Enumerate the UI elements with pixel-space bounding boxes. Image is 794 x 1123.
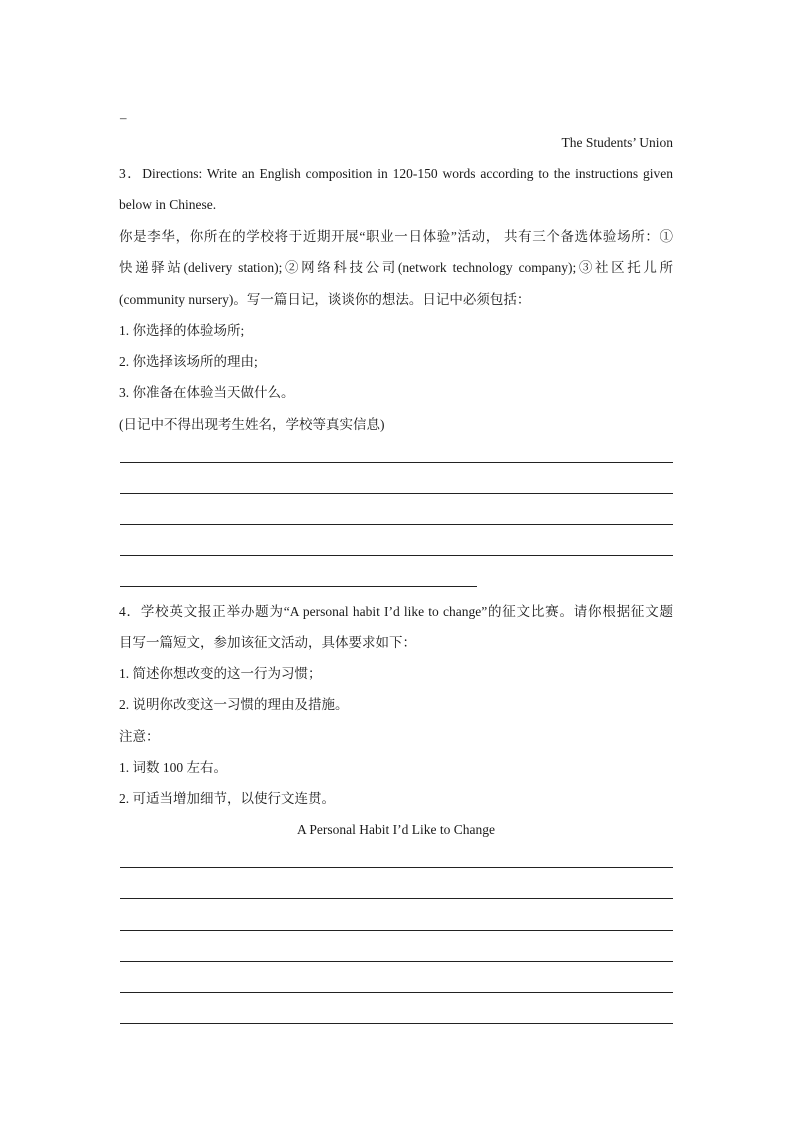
q4-item-1: 1. 简述你想改变的这一行为习惯； [119,666,322,681]
q3-directions-line2: below in Chinese. [119,197,217,212]
q3-cn-line2: 快递驿站(delivery station);②网络科技公司(network technology company);③社区托儿所 [119,260,673,275]
q3-item-1: 1. 你选择的体验场所; [119,323,245,338]
q3-note: (日记中不得出现考生姓名，学校等真实信息) [119,417,385,432]
q3-cn-line3: (community nursery)。写一篇日记，谈谈你的想法。日记中必须包括： [119,292,531,307]
q4-line2: 目写一篇短文，参加该征文活动，具体要求如下： [119,635,416,650]
writing-line [120,992,673,993]
writing-line [120,898,673,899]
top-dash: – [120,110,127,125]
writing-line [120,462,673,463]
essay-title: A Personal Habit I’d Like to Change [297,822,495,837]
q3-item-3: 3. 你准备在体验当天做什么。 [119,385,295,400]
signature: The Students’ Union [561,135,673,150]
writing-line [120,493,673,494]
q4-note-label: 注意： [119,729,160,744]
writing-line [120,524,673,525]
q3-cn-line1: 你是李华，你所在的学校将于近期开展“职业一日体验”活动， 共有三个备选体验场所：① [119,229,673,244]
q3-directions-line1: 3．Directions: Write an English composition in 120-150 words according to the instructions given [119,166,673,181]
writing-line [120,961,673,962]
q4-note-1: 1. 词数 100 左右。 [119,760,227,775]
q4-item-2: 2. 说明你改变这一习惯的理由及措施。 [119,697,349,712]
writing-line [120,1023,673,1024]
writing-line [120,867,673,868]
q4-line1: 4．学校英文报正举办题为“A personal habit I’d like to change”的征文比赛。请你根据征文题 [119,604,673,619]
q3-item-2: 2. 你选择该场所的理由; [119,354,258,369]
writing-line [120,930,673,931]
writing-line [120,555,673,556]
q4-note-2: 2. 可适当增加细节，以使行文连贯。 [119,791,335,806]
writing-line [120,586,477,587]
